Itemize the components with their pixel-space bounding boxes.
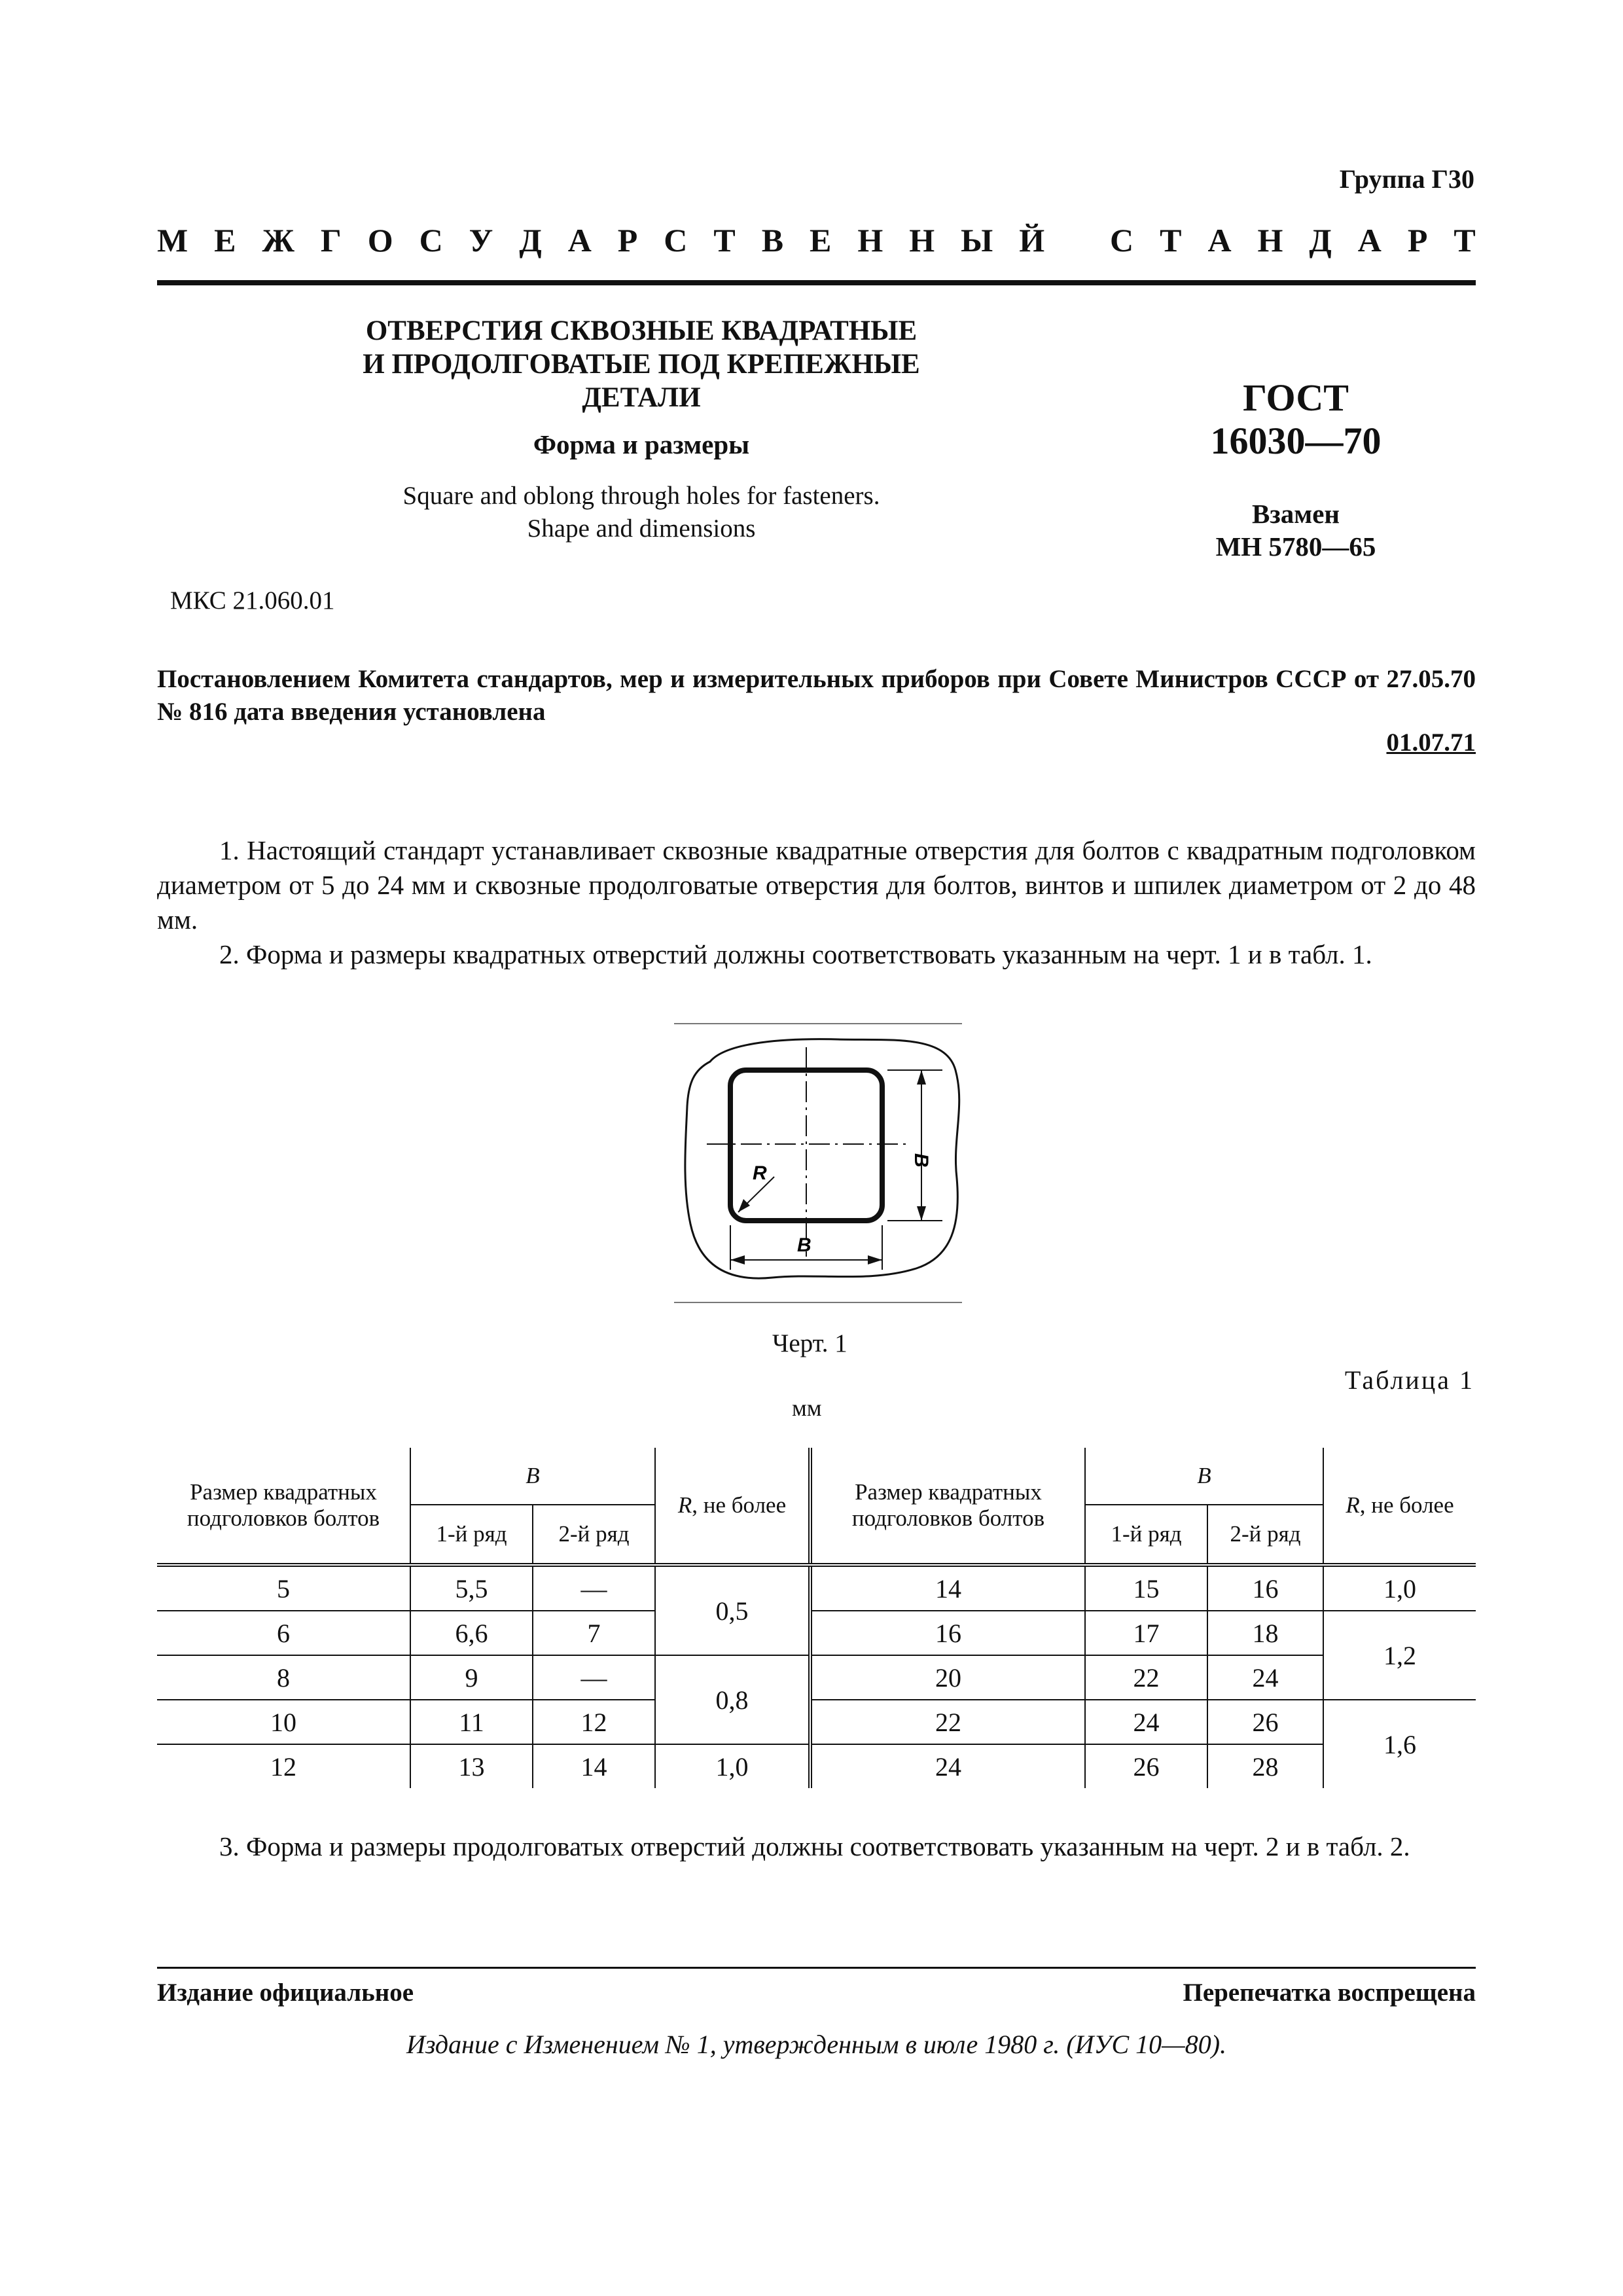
- banner-letter: Т: [1160, 222, 1182, 259]
- table-row: [157, 1700, 1476, 1744]
- cell-b2-right: 18: [1207, 1611, 1323, 1655]
- introduction-date: 01.07.71: [1386, 728, 1476, 757]
- title-block: [275, 314, 1008, 545]
- cell-size: 12: [270, 1751, 296, 1782]
- cell-b1-right: 22: [1085, 1655, 1207, 1700]
- official-edition-label: Издание официальное: [157, 1979, 414, 2007]
- table-label: Таблица 1: [1344, 1365, 1474, 1395]
- cell-b1: 11: [410, 1700, 533, 1744]
- row1-header: 1-й ряд: [410, 1505, 533, 1565]
- cell-b2: 14: [533, 1744, 655, 1788]
- dimension-arrow-left: [730, 1255, 745, 1265]
- cell-b1: 6,6: [410, 1611, 533, 1655]
- cell-r: 0,5: [655, 1565, 810, 1655]
- edition-note: Издание с Изменением № 1, утвержденным в июле 1980 г. (ИУС 10—80).: [406, 2030, 1227, 2059]
- header-divider: [157, 280, 1476, 285]
- cell-b1-right: 17: [1085, 1611, 1207, 1655]
- table-unit: мм: [792, 1395, 822, 1421]
- size-header-right: Размер квадратных подголовков болтов: [810, 1448, 1085, 1565]
- banner-letter: Т: [713, 222, 736, 259]
- cell-size-right: 20: [810, 1655, 1085, 1700]
- banner-letter: Д: [519, 222, 542, 259]
- gost-number: ГОСТ 16030—70: [1210, 376, 1382, 462]
- dimension-arrow-down: [917, 1206, 926, 1221]
- cell-b2-right: 24: [1207, 1655, 1323, 1700]
- drawing-caption: Черт. 1: [772, 1329, 847, 1357]
- row1-header-right: 1-й ряд: [1085, 1505, 1207, 1565]
- banner-letter: Т: [1454, 222, 1476, 259]
- r-symbol: R: [677, 1492, 692, 1518]
- cell-size-right: 16: [810, 1611, 1085, 1655]
- cell-b1-right: 15: [1085, 1565, 1207, 1611]
- height-label: B: [910, 1153, 932, 1168]
- replaces-standard: Взамен МН 5780—65: [1215, 499, 1376, 562]
- banner-letter: С: [664, 222, 688, 259]
- cell-b2: —: [533, 1565, 655, 1611]
- table-row: [157, 1744, 1476, 1788]
- decree-text: Постановлением Комитета стандартов, мер и измерительных приборов при Совете Министров СССР от 27.05.70 № 816 дата введения установлена: [157, 665, 1476, 726]
- footer-divider: [157, 1967, 1476, 1969]
- paragraph-2: 2. Форма и размеры квадратных отверстий должны соответствовать указанным на черт. 1 и в табл. 1.: [219, 939, 1372, 969]
- drawing-1: [654, 1008, 982, 1316]
- radius-label: R: [753, 1162, 767, 1184]
- banner-letter: Ж: [262, 222, 294, 259]
- banner-letter: Е: [214, 222, 236, 259]
- banner-letter: Н: [857, 222, 883, 259]
- table-row: [157, 1565, 1476, 1611]
- b-header: B: [410, 1448, 655, 1505]
- dimension-arrow-right: [868, 1255, 882, 1265]
- cell-b1-right: 24: [1085, 1700, 1207, 1744]
- banner-letter: У: [469, 222, 493, 259]
- cell-size: 10: [270, 1707, 296, 1737]
- cell-r-right: 1,0: [1323, 1565, 1476, 1611]
- dimension-arrow-up: [917, 1070, 926, 1085]
- cell-size-right: 22: [810, 1700, 1085, 1744]
- banner-letter: А: [567, 222, 592, 259]
- banner-letter: М: [157, 222, 188, 259]
- banner-letter: Н: [909, 222, 935, 259]
- banner-letter: Р: [617, 222, 638, 259]
- row2-header-right: 2-й ряд: [1207, 1505, 1323, 1565]
- banner-letter: С: [1110, 222, 1134, 259]
- r-header: [655, 1448, 810, 1565]
- cell-size-right: 14: [810, 1565, 1085, 1611]
- document-title: ОТВЕРСТИЯ СКВОЗНЫЕ КВАДРАТНЫЕ И ПРОДОЛГОВАТЫЕ ПОД КРЕПЕЖНЫЕ ДЕТАЛИ: [363, 315, 920, 413]
- width-label: B: [797, 1234, 812, 1256]
- cell-b2-right: 26: [1207, 1700, 1323, 1744]
- cell-r-right: 1,2: [1323, 1611, 1476, 1700]
- cell-b1: 13: [410, 1744, 533, 1788]
- cell-b1-right: 26: [1085, 1744, 1207, 1788]
- table-1: [157, 1448, 1476, 1788]
- document-subtitle: Форма и размеры: [533, 429, 750, 459]
- interstate-standard-banner: [157, 221, 1476, 259]
- cell-b1: 5,5: [410, 1565, 533, 1611]
- cell-r: 0,8: [655, 1655, 810, 1744]
- cell-size: 5: [277, 1573, 290, 1604]
- banner-letter: В: [761, 222, 784, 259]
- group-code: Группа Г30: [1339, 164, 1474, 194]
- cell-size-right: 24: [810, 1744, 1085, 1788]
- cell-b2: —: [533, 1655, 655, 1700]
- mks-code: МКС 21.060.01: [170, 586, 335, 615]
- banner-letter: С: [419, 222, 443, 259]
- banner-letter: Д: [1309, 222, 1332, 259]
- table-row: [157, 1611, 1476, 1655]
- cell-b2: 12: [533, 1700, 655, 1744]
- cell-b1: 9: [410, 1655, 533, 1700]
- cell-b2-right: 16: [1207, 1565, 1323, 1611]
- b-header-right: B: [1085, 1448, 1323, 1505]
- r-header-right: [1323, 1448, 1476, 1565]
- radius-arrow: [738, 1199, 750, 1212]
- banner-letter: Ы: [961, 222, 993, 259]
- cell-b2: 7: [533, 1611, 655, 1655]
- cell-size: 8: [277, 1662, 290, 1693]
- banner-letter: Р: [1407, 222, 1428, 259]
- paragraph-3: 3. Форма и размеры продолговатых отверстий должны соответствовать указанным на черт. 2 и в табл. 2.: [219, 1831, 1410, 1861]
- banner-letter: Г: [320, 222, 342, 259]
- banner-letter: А: [1357, 222, 1382, 259]
- english-title: Square and oblong through holes for fasteners. Shape and dimensions: [402, 482, 880, 543]
- banner-letter: Е: [810, 222, 832, 259]
- r-header-text: , не более: [692, 1492, 787, 1518]
- cell-r: 1,0: [655, 1744, 810, 1788]
- r-symbol: R: [1346, 1492, 1360, 1518]
- banner-letter: Й: [1019, 222, 1045, 259]
- table-row: [157, 1655, 1476, 1700]
- cell-b2-right: 28: [1207, 1744, 1323, 1788]
- size-header: Размер квадратных подголовков болтов: [157, 1448, 410, 1565]
- cell-size: 6: [277, 1618, 290, 1648]
- paragraph-1: 1. Настоящий стандарт устанавливает сквозные квадратные отверстия для болтов с квадратным подголовком диаметром от 5 до 24 мм и сквозные продолговатые отверстия для болтов, винтов и шпилек диаметром от 2 до 48 мм.: [157, 835, 1476, 935]
- banner-letter: Н: [1257, 222, 1283, 259]
- reprint-prohibited-label: Перепечатка воспрещена: [1183, 1979, 1476, 2007]
- row2-header: 2-й ряд: [533, 1505, 655, 1565]
- banner-gap: [1071, 221, 1084, 259]
- banner-letter: А: [1207, 222, 1232, 259]
- r-header-text: , не более: [1359, 1492, 1454, 1518]
- banner-letter: О: [367, 222, 393, 259]
- cell-r-right: 1,6: [1323, 1700, 1476, 1788]
